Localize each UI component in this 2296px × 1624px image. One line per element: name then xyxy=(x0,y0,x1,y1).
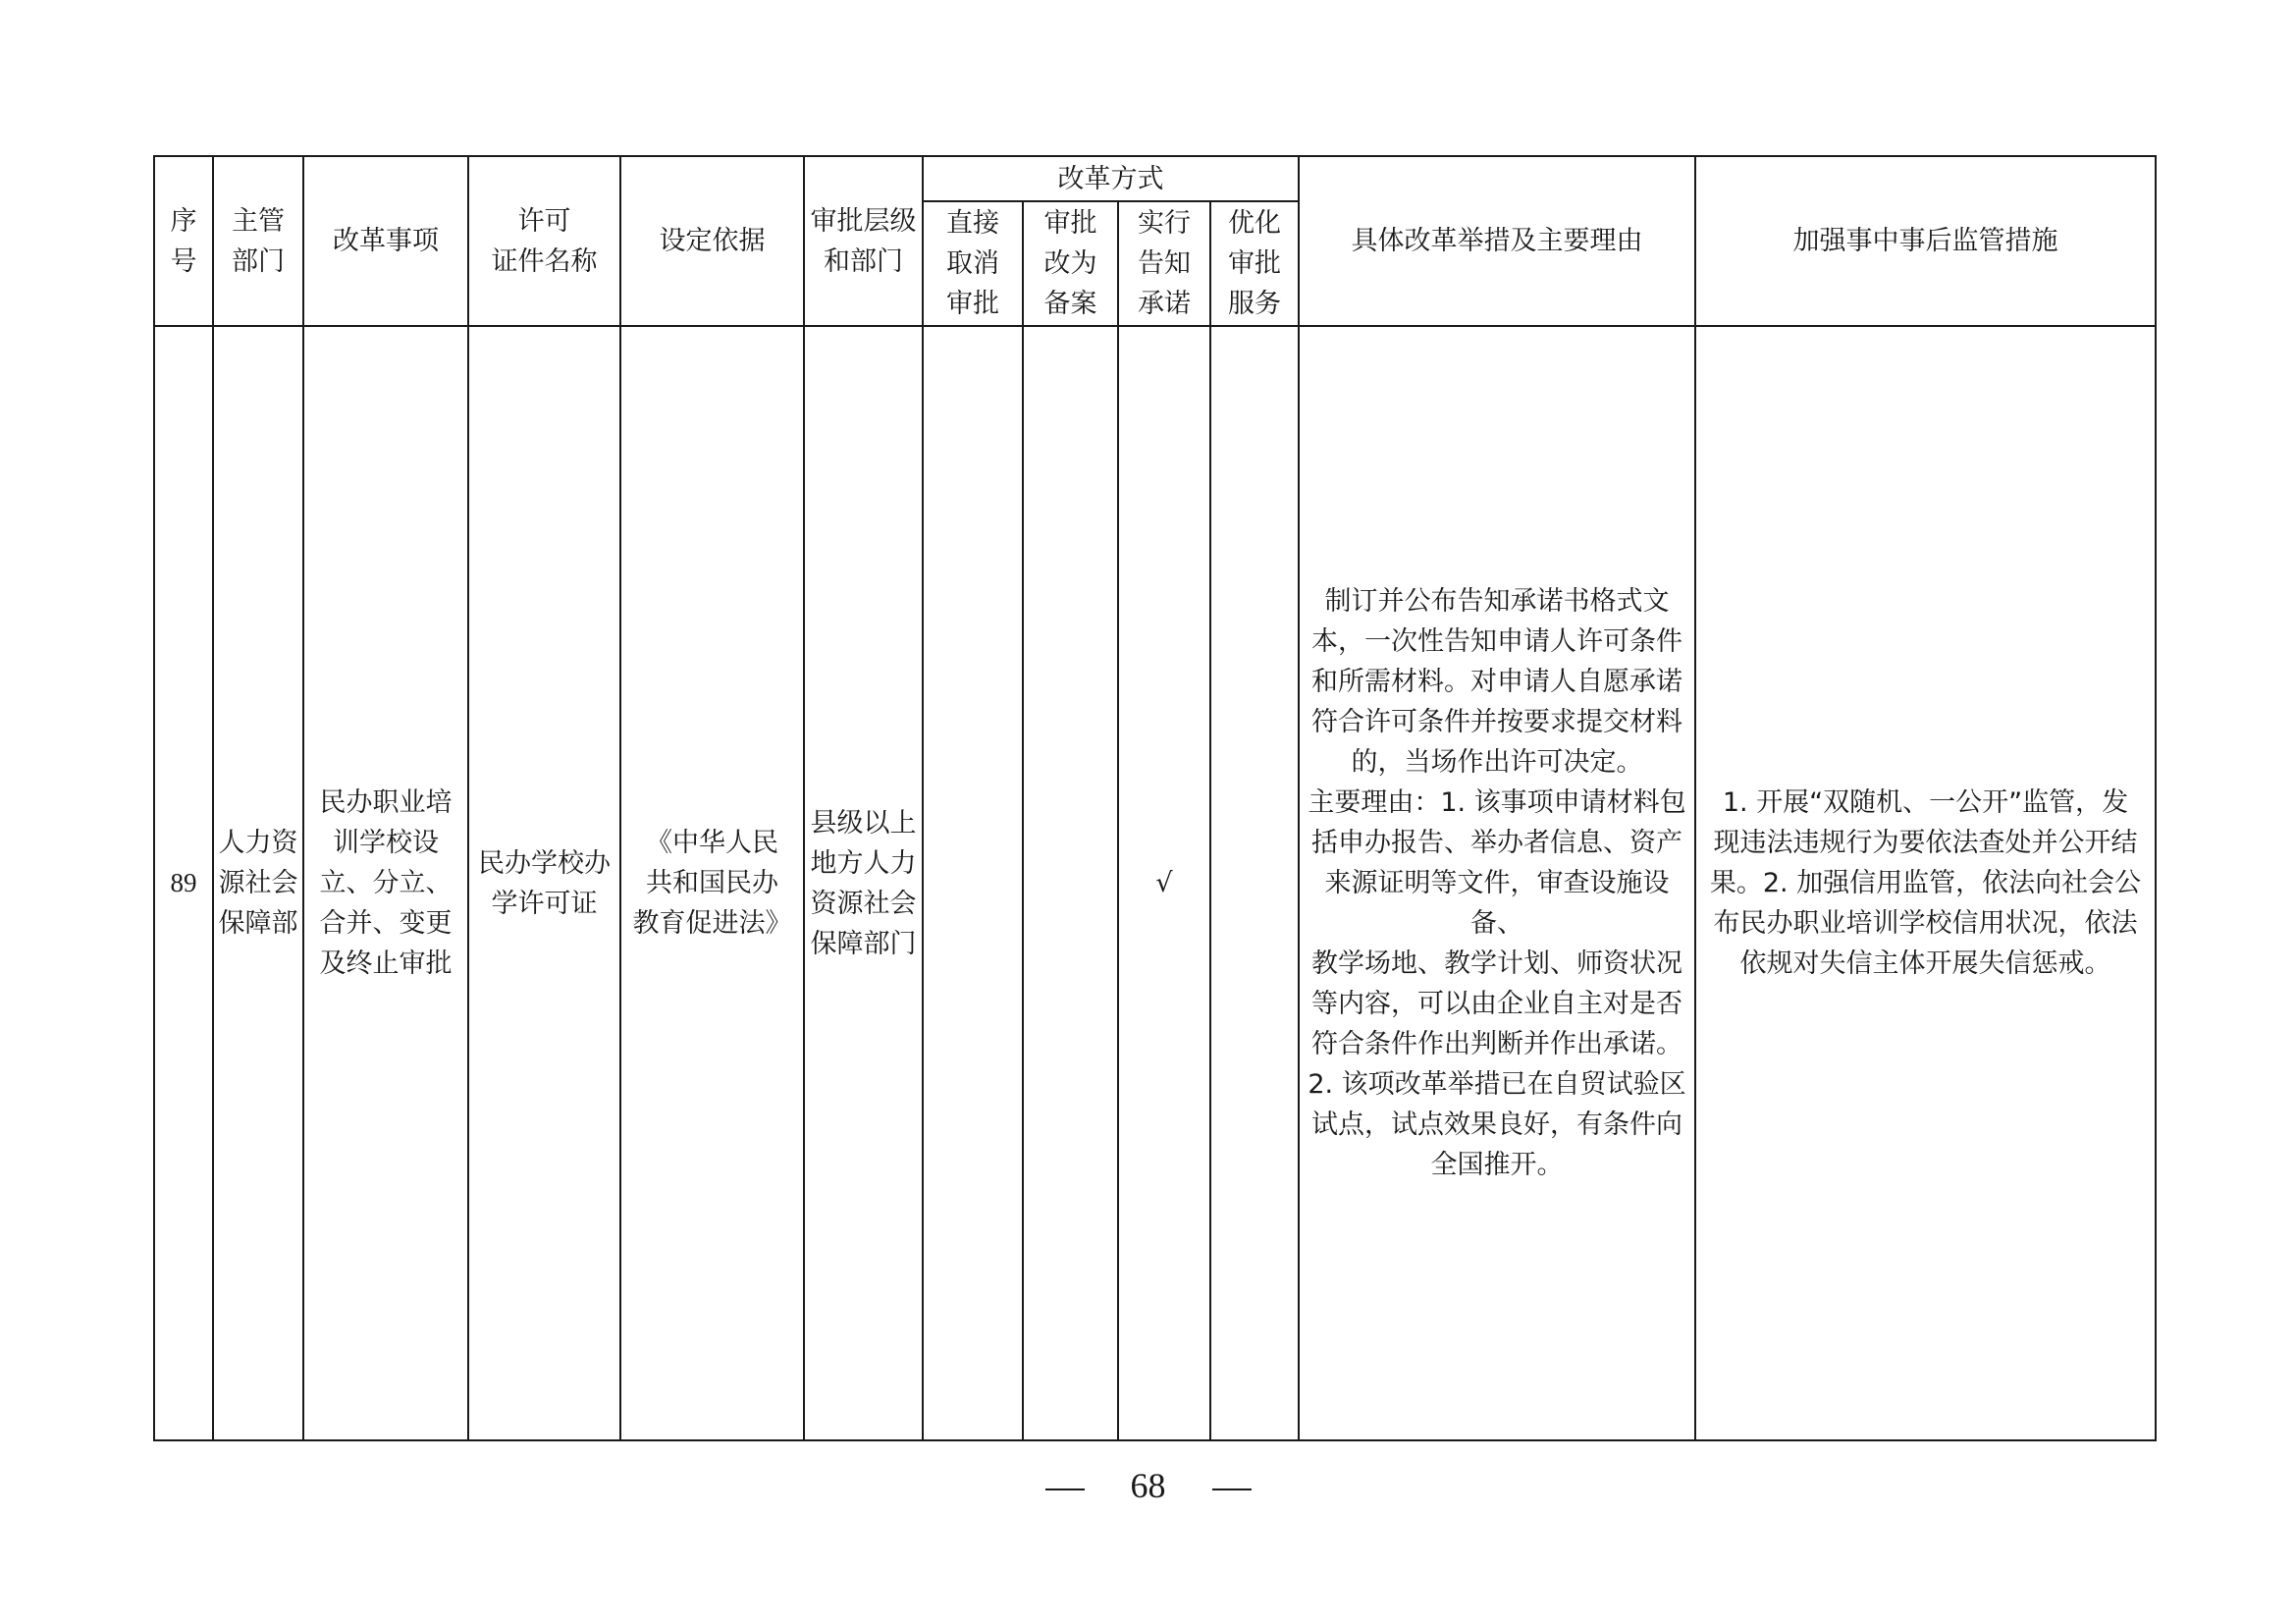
header-basis: 设定依据 xyxy=(620,156,804,326)
footer-left-dash xyxy=(1045,1489,1085,1490)
footer-right-dash xyxy=(1212,1489,1252,1490)
page-footer xyxy=(0,1465,2296,1506)
header-level: 审批层级 和部门 xyxy=(804,156,923,326)
header-method-optimize: 优化 审批 服务 xyxy=(1210,201,1299,326)
header-seq: 序 号 xyxy=(154,156,213,326)
header-measures: 加强事中事后监管措施 xyxy=(1695,156,2156,326)
header-row-1 xyxy=(154,156,2156,201)
row-method-cancel xyxy=(923,326,1023,1440)
row-method-commitment: √ xyxy=(1118,326,1210,1440)
header-dept: 主管 部门 xyxy=(213,156,303,326)
row-item: 民办职业培 训学校设 立、分立、 合并、变更 及终止审批 xyxy=(303,326,468,1440)
row-basis: 《中华人民 共和国民办 教育促进法》 xyxy=(620,326,804,1440)
row-level: 县级以上 地方人力 资源社会 保障部门 xyxy=(804,326,923,1440)
row-dept: 人力资 源社会 保障部 xyxy=(213,326,303,1440)
row-method-optimize xyxy=(1210,326,1299,1440)
reform-table xyxy=(153,155,2157,1441)
row-reasons: 制订并公布告知承诺书格式文 本，一次性告知申请人许可条件 和所需材料。对申请人自愿承诺 符合许可条件并按要求提交材料 的，当场作出许可决定。 主要理由：1. 该事项申请材料包 括申办报告、举办者信息、资产 来源证明等文件，审查设施设备、 教学场地、教学计划、师资状况 等内容，可以由企业自主对是否 符合条件作出判断并作出承诺。 2. 该项改革举措已在自贸试验区 试点，试点效果良好，有条件向 全国推开。 xyxy=(1299,326,1695,1440)
header-method-commitment: 实行 告知 承诺 xyxy=(1118,201,1210,326)
header-item: 改革事项 xyxy=(303,156,468,326)
header-method-filing: 审批 改为 备案 xyxy=(1023,201,1118,326)
row-measures: 1. 开展“双随机、一公开”监管，发 现违法违规行为要依法查处并公开结 果。2. 加强信用监管，依法向社会公 布民办职业培训学校信用状况，依法 依规对失信主体开展失信惩戒。 xyxy=(1695,326,2156,1440)
row-seq: 89 xyxy=(154,326,213,1440)
header-method-cancel: 直接 取消 审批 xyxy=(923,201,1023,326)
row-license: 民办学校办 学许可证 xyxy=(468,326,620,1440)
page-number: 68 xyxy=(1130,1466,1166,1505)
table-row xyxy=(154,326,2156,1440)
header-license: 许可 证件名称 xyxy=(468,156,620,326)
header-method-group: 改革方式 xyxy=(923,156,1299,201)
row-method-filing xyxy=(1023,326,1118,1440)
header-reasons: 具体改革举措及主要理由 xyxy=(1299,156,1695,326)
